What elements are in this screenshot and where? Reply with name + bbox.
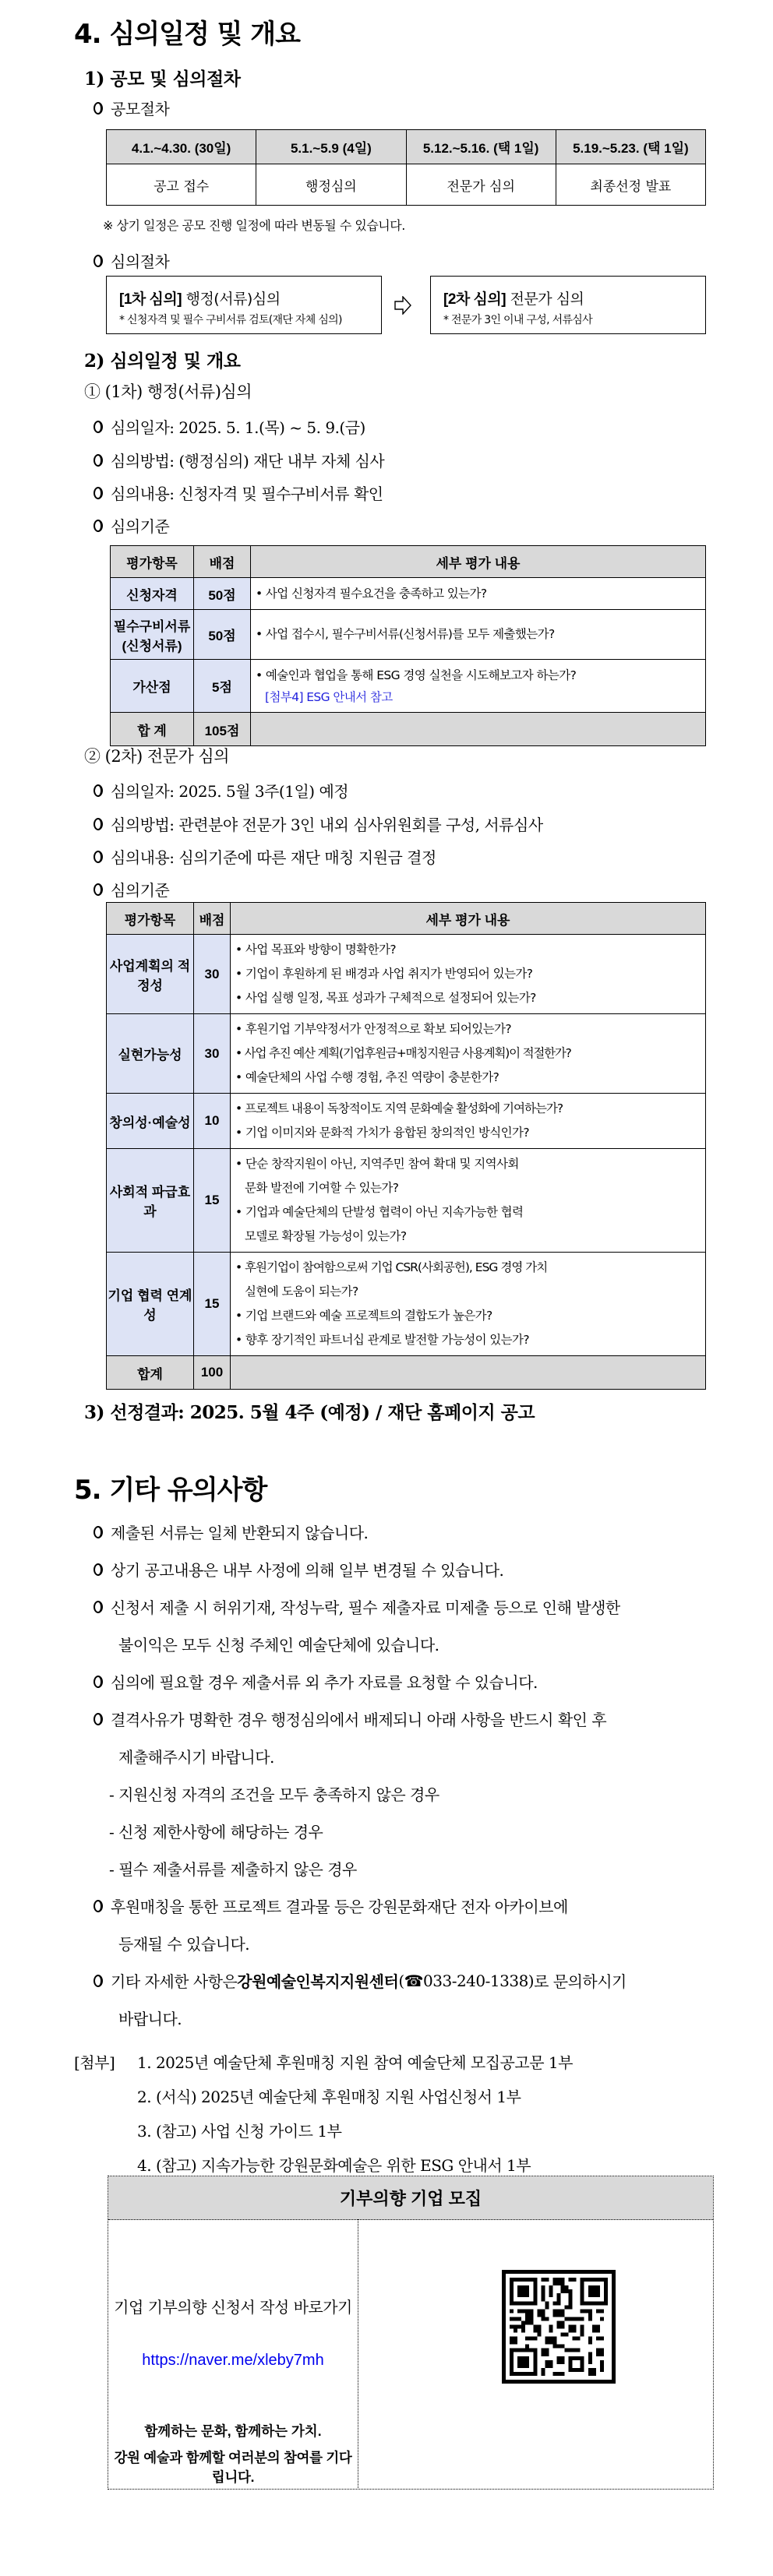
criteria-line: • 사업 접수시, 필수구비서류(신청서류)를 모두 제출했는가? — [256, 627, 555, 641]
notice-item — [94, 1595, 620, 1618]
donation-cta-text: 기업 기부의향 신청서 작성 바로가기 — [114, 2298, 352, 2317]
attachment-item: 4. (참고) 지속가능한 강원문화예술은 위한 ESG 안내서 1부 — [137, 2156, 531, 2175]
schedule-cell: 최종선정 발표 — [556, 164, 705, 206]
circle-bullet-icon — [94, 1713, 103, 1725]
criteria-row — [107, 1014, 706, 1094]
circle-bullet-icon — [94, 1900, 103, 1912]
criteria-row — [111, 610, 706, 660]
bullet-text: 심의기준 — [111, 881, 170, 900]
notice-item — [94, 1894, 568, 1917]
criteria-points: 5점 — [194, 660, 251, 713]
criteria-line: • 사업 추진 예산 계획(기업후원금+매칭지원금 사용계획)이 적절한가? — [235, 1046, 571, 1060]
total-empty — [231, 1356, 706, 1390]
total-empty — [251, 713, 706, 746]
bullet-text: 심의방법: (행정심의) 재단 내부 자체 심사 — [111, 452, 385, 470]
bullet-item — [94, 514, 169, 537]
criteria-points: 10 — [194, 1094, 231, 1149]
step-subtitle: * 전문가 3인 이내 구성, 서류심사 — [443, 314, 592, 326]
category-line: 필수구비서류 — [113, 618, 191, 634]
bullet-item — [94, 878, 169, 900]
bullet-text: 심의일자: 2025. 5월 3주(1일) 예정 — [111, 782, 349, 801]
notice-text-cont: 불이익은 모두 신청 주체인 예술단체에 있습니다. — [118, 1636, 439, 1654]
notice-item — [94, 1558, 503, 1580]
bullet-item — [94, 415, 365, 438]
disqualification-item: - 필수 제출서류를 제출하지 않은 경우 — [109, 1860, 357, 1879]
esg-reference-note: [첨부4] ESG 안내서 참고 — [265, 689, 393, 704]
criteria-row — [111, 660, 706, 713]
criteria-points: 15 — [194, 1149, 231, 1253]
donation-box-content — [108, 2219, 358, 2490]
section-5-title: 5. 기타 유의사항 — [74, 1475, 267, 1506]
step-title: 행정(서류)심의 — [182, 291, 281, 308]
disqualification-item: - 지원신청 자격의 조건을 모두 충족하지 않은 경우 — [109, 1785, 439, 1804]
bullet-procedure — [94, 97, 169, 119]
criteria-row — [107, 1094, 706, 1149]
qr-code-icon[interactable] — [502, 2270, 616, 2384]
contact-prefix: 기타 자세한 사항은 — [111, 1972, 238, 1991]
criteria-points: 50점 — [194, 610, 251, 660]
slogan-line-1: 함께하는 문화, 함께하는 가치. — [144, 2423, 322, 2439]
slogan-line-2: 강원 예술과 함께할 여러분의 참여를 기다립니다. — [114, 2450, 352, 2485]
attachment-item: 2. (서식) 2025년 예술단체 후원매칭 지원 사업신청서 1부 — [137, 2088, 521, 2106]
criteria-line: • 단순 창작지원이 아닌, 지역주민 참여 확대 및 지역사회 — [235, 1157, 519, 1171]
criteria-category: 창의성·예술성 — [107, 1094, 194, 1149]
donation-link[interactable]: https://naver.me/xleby7mh — [142, 2352, 324, 2369]
criteria-line: 실현에 도움이 되는가? — [245, 1284, 358, 1299]
criteria-row — [107, 1253, 706, 1356]
criteria-row — [111, 578, 706, 610]
schedule-header: 4.1.~4.30. (30일) — [107, 130, 256, 164]
col-header: 배점 — [194, 903, 231, 935]
bullet-item — [94, 812, 543, 835]
total-points: 100 — [194, 1356, 231, 1390]
second-review-criteria-table — [106, 902, 706, 1390]
bullet-text: 심의내용: 신청자격 및 필수구비서류 확인 — [111, 485, 383, 503]
circle-bullet-icon — [94, 1676, 103, 1688]
bullet-item — [94, 481, 383, 504]
col-header: 세부 평가 내용 — [231, 903, 706, 935]
schedule-header: 5.19.~5.23. (택 1일) — [556, 130, 705, 164]
selection-result: 3) 선정결과: 2025. 5월 4주 (예정) / 재단 홈페이지 공고 — [84, 1402, 535, 1423]
attachments-label: [첨부] — [74, 2053, 115, 2072]
criteria-line: • 사업 목표와 방향이 명확한가? — [235, 943, 396, 957]
bullet-item — [94, 449, 384, 471]
first-review-criteria-table — [110, 545, 706, 746]
attachment-item: 1. 2025년 예술단체 후원매칭 지원 참여 예술단체 모집공고문 1부 — [137, 2053, 573, 2072]
category-line: (신청서류) — [122, 638, 182, 654]
total-label: 합계 — [107, 1356, 194, 1390]
criteria-category: 사업계획의 적정성 — [107, 935, 194, 1014]
circle-bullet-icon — [94, 883, 103, 896]
bullet-item — [94, 845, 436, 868]
schedule-cell: 행정심의 — [256, 164, 406, 206]
col-header: 배점 — [194, 546, 251, 578]
circle-bullet-icon — [94, 1601, 103, 1613]
step-title: 전문가 심의 — [506, 291, 584, 308]
col-header: 평가항목 — [111, 546, 194, 578]
circle-bullet-icon — [94, 1526, 103, 1538]
donation-box-title: 기부의향 기업 모집 — [108, 2176, 713, 2220]
attachment-item: 3. (참고) 사업 신청 가이드 1부 — [137, 2122, 342, 2141]
criteria-line: • 기업과 예술단체의 단발성 협력이 아닌 지속가능한 협력 — [235, 1205, 524, 1219]
schedule-cell: 전문가 심의 — [406, 164, 556, 206]
step-tag: [1차 심의] — [119, 291, 182, 308]
notice-text: 신청서 제출 시 허위기재, 작성누락, 필수 제출자료 미제출 등으로 인해 발생한 — [111, 1598, 620, 1617]
circle-bullet-icon — [94, 520, 103, 532]
criteria-category: 사회적 파급효과 — [107, 1149, 194, 1253]
criteria-points: 30 — [194, 935, 231, 1014]
contact-phone: (☎033-240-1338) — [398, 1971, 535, 1990]
notice-text: 심의에 필요할 경우 제출서류 외 추가 자료를 요청할 수 있습니다. — [111, 1673, 538, 1692]
contact-suffix: 로 문의하시기 — [534, 1972, 627, 1991]
bullet-text: 공모절차 — [111, 100, 170, 118]
bullet-text: 심의내용: 심의기준에 따른 재단 매칭 지원금 결정 — [111, 848, 436, 867]
review-step-2-box — [430, 276, 706, 334]
criteria-line: • 기업이 후원하게 된 배경과 사업 취지가 반영되어 있는가? — [235, 967, 533, 981]
notice-text-cont: 등재될 수 있습니다. — [118, 1935, 250, 1954]
circle-bullet-icon — [94, 487, 103, 499]
contact-notice — [94, 1969, 627, 1992]
criteria-row — [107, 1149, 706, 1253]
criteria-category: 실현가능성 — [107, 1014, 194, 1094]
criteria-line: • 사업 신청자격 필수요건을 충족하고 있는가? — [256, 586, 487, 601]
second-review-title: ② (2차) 전문가 심의 — [84, 747, 229, 766]
section-4-title: 4. 심의일정 및 개요 — [74, 19, 300, 50]
col-header: 세부 평가 내용 — [251, 546, 706, 578]
step-tag: [2차 심의] — [443, 291, 507, 308]
criteria-line: • 프로젝트 내용이 독창적이도 지역 문화예술 활성화에 기여하는가? — [235, 1101, 563, 1115]
criteria-line: 모델로 확장될 가능성이 있는가? — [245, 1229, 407, 1243]
criteria-line: • 예술단체의 사업 수행 경험, 추진 역량이 충분한가? — [235, 1070, 499, 1084]
first-review-title: ① (1차) 행정(서류)심의 — [84, 382, 252, 401]
criteria-points: 50점 — [194, 578, 251, 610]
criteria-row — [107, 935, 706, 1014]
schedule-header: 5.12.~5.16. (택 1일) — [406, 130, 556, 164]
subsection-1-title: 1) 공모 및 심의절차 — [84, 69, 241, 90]
schedule-note: ※ 상기 일정은 공모 진행 일정에 따라 변동될 수 있습니다. — [103, 218, 405, 233]
circle-bullet-icon — [94, 454, 103, 467]
donation-recruitment-box — [108, 2176, 714, 2490]
total-points: 105점 — [194, 713, 251, 746]
subsection-2-title: 2) 심의일정 및 개요 — [84, 351, 241, 372]
notice-text: 상기 공고내용은 내부 사정에 의해 일부 변경될 수 있습니다. — [111, 1561, 504, 1580]
criteria-category: 기업 협력 연계성 — [107, 1253, 194, 1356]
criteria-category: 신청자격 — [111, 578, 194, 610]
schedule-header: 5.1.~5.9 (4일) — [256, 130, 406, 164]
notice-item — [94, 1670, 538, 1693]
circle-bullet-icon — [94, 1563, 103, 1576]
step-subtitle: * 신청자격 및 필수 구비서류 검토(재단 자체 심의) — [119, 314, 342, 326]
schedule-table — [106, 129, 706, 206]
criteria-line: • 기업 브랜드와 예술 프로젝트의 결합도가 높은가? — [235, 1309, 492, 1323]
criteria-line: • 기업 이미지와 문화적 가치가 융합된 창의적인 방식인가? — [235, 1126, 530, 1140]
notice-text-cont: 바랍니다. — [118, 2010, 182, 2028]
criteria-line: • 후원기업 기부약정서가 안정적으로 확보 되어있는가? — [235, 1022, 512, 1036]
review-step-1-box — [106, 276, 382, 334]
bullet-text: 심의절차 — [111, 252, 170, 271]
criteria-points: 15 — [194, 1253, 231, 1356]
circle-bullet-icon — [94, 784, 103, 797]
total-row — [111, 713, 706, 746]
total-row — [107, 1356, 706, 1390]
circle-bullet-icon — [94, 421, 103, 433]
circle-bullet-icon — [94, 255, 103, 267]
contact-organization: 강원예술인복지지원센터 — [237, 1972, 399, 1991]
notice-text: 제출된 서류는 일체 반환되지 않습니다. — [111, 1524, 369, 1542]
bullet-text: 심의기준 — [111, 517, 170, 536]
notice-item — [94, 1521, 368, 1543]
bullet-item — [94, 779, 348, 802]
notice-text: 후원매칭을 통한 프로젝트 결과물 등은 강원문화재단 전자 아카이브에 — [111, 1898, 568, 1916]
circle-bullet-icon — [94, 1975, 103, 1987]
criteria-line: • 후원기업이 참여함으로써 기업 CSR(사회공헌), ESG 경영 가치 — [235, 1260, 548, 1274]
disqualification-item: - 신청 제한사항에 해당하는 경우 — [109, 1823, 323, 1841]
notice-text: 결격사유가 명확한 경우 행정심의에서 배제되니 아래 사항을 반드시 확인 후 — [111, 1711, 607, 1729]
total-label: 합 계 — [111, 713, 194, 746]
notice-item — [94, 1707, 606, 1730]
circle-bullet-icon — [94, 102, 103, 115]
criteria-category — [111, 610, 194, 660]
criteria-points: 30 — [194, 1014, 231, 1094]
schedule-cell: 공고 접수 — [107, 164, 256, 206]
bullet-text: 심의방법: 관련분야 전문가 3인 내외 심사위원회를 구성, 서류심사 — [111, 816, 543, 834]
criteria-line: 문화 발전에 기여할 수 있는가? — [245, 1181, 399, 1195]
criteria-line: • 사업 실행 일정, 목표 성과가 구체적으로 설정되어 있는가? — [235, 991, 536, 1005]
notice-text-cont: 제출해주시기 바랍니다. — [118, 1748, 274, 1767]
criteria-line: • 향후 장기적인 파트너십 관계로 발전할 가능성이 있는가? — [235, 1333, 530, 1347]
criteria-line: • 예술인과 협업을 통해 ESG 경영 실천을 시도해보고자 하는가? — [256, 668, 577, 682]
circle-bullet-icon — [94, 818, 103, 830]
criteria-category: 가산점 — [111, 660, 194, 713]
bullet-review — [94, 249, 169, 272]
circle-bullet-icon — [94, 851, 103, 863]
right-arrow-icon — [394, 296, 411, 315]
col-header: 평가항목 — [107, 903, 194, 935]
bullet-text: 심의일자: 2025. 5. 1.(목) ~ 5. 9.(금) — [111, 418, 365, 437]
